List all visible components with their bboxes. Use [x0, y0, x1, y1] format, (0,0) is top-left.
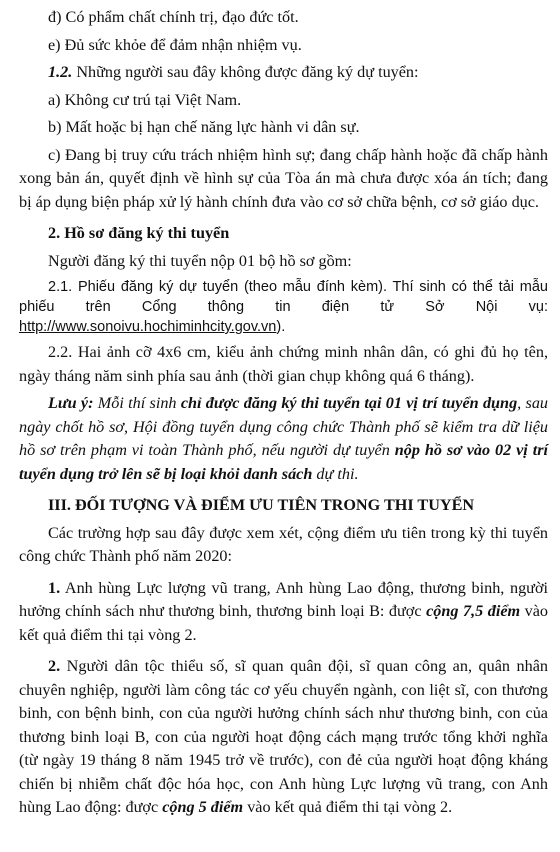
section-2-heading: 2. Hồ sơ đăng ký thi tuyển	[48, 224, 230, 242]
priority-item-2-tail: vào kết quả điểm thi tại vòng 2.	[243, 798, 453, 816]
sonoivu-link[interactable]: http://www.sonoivu.hochiminhcity.gov.vn	[19, 319, 277, 335]
priority-item-2-text: Người dân tộc thiểu số, sĩ quan quân đội, sĩ quan công an, quân nhân chuyên nghiệp, người làm công tác cơ yếu chuyển ngành, con liệt sĩ, con thương binh, con bệnh binh, con của người hưởng chính sách như thương binh, con của thương binh loại B, con của người hoạt động cách mạng trước tổng khởi nghĩa (từ ngày 19 tháng 8 năm 1945 trở về trước), con đẻ của người hoạt động kháng chiến bị nhiễm chất độc hóa học, con Anh hùng Lực lượng vũ trang, con Anh hùng Lao động: được	[19, 657, 548, 816]
section-1-2-text: Những người sau đây không được đăng ký dự tuyển:	[72, 63, 419, 81]
note-paragraph	[19, 392, 548, 486]
note-part-2: , sau ngày chốt hồ sơ, Hội đồng tuyển dụng công chức Thành phố sẽ kiểm tra dữ liệu hồ sơ trên phạm vi toàn Thành phố, nếu người dự tuyển	[19, 394, 549, 459]
section-2-1	[19, 277, 548, 337]
priority-item-2	[19, 655, 548, 820]
note-part-1: Mỗi thí sinh	[93, 394, 181, 412]
exclusion-item-b: b) Mất hoặc bị hạn chế năng lực hành vi dân sự.	[48, 118, 360, 136]
exclusion-item-c: c) Đang bị truy cứu trách nhiệm hình sự; đang chấp hành hoặc đã chấp hành xong bản án, quyết định về hình sự của Tòa án mà chưa được xóa án tích; đang bị áp dụng biện pháp xử lý hành chính đưa vào cơ sở chữa bệnh, cơ sở giáo dục.	[19, 145, 548, 211]
priority-item-1-text: Anh hùng Lực lượng vũ trang, Anh hùng Lao động, thương binh, người hưởng chính sách như thương binh, thương binh loại B: được	[19, 578, 548, 620]
section-2-1-text: 2.1. Phiếu đăng ký dự tuyển (theo mẫu đính kèm). Thí sinh có thể tải mẫu phiếu trên Cổng thông tin điện tử Sở Nội vụ:	[19, 279, 548, 315]
priority-item-1-tail: vào kết quả điểm thi tại vòng 2.	[19, 602, 549, 644]
priority-item-2-number: 2.	[48, 657, 61, 675]
section-3-intro: Các trường hợp sau đây được xem xét, cộng điểm ưu tiên trong kỳ thi tuyển công chức Thành phố năm 2020:	[19, 523, 548, 565]
section-3-heading: III. ĐỐI TƯỢNG VÀ ĐIỂM ƯU TIÊN TRONG THI TUYỂN	[48, 496, 475, 514]
section-2-2: 2.2. Hai ảnh cỡ 4x6 cm, kiểu ảnh chứng minh nhân dân, có ghi đủ họ tên, ngày tháng năm sinh phía sau ảnh (thời gian chụp không quá 6 tháng).	[19, 343, 548, 385]
priority-item-2-points: cộng 5 điểm	[162, 798, 244, 816]
section-1-2-number: 1.2.	[48, 63, 73, 81]
criteria-item-e: e) Đủ sức khỏe để đảm nhận nhiệm vụ.	[48, 35, 302, 54]
priority-item-1-points: cộng 7,5 điểm	[426, 602, 521, 620]
note-bold-2: nộp hồ sơ vào 02 vị trí tuyển dụng trở lên sẽ bị loại khỏi danh sách	[19, 441, 549, 483]
exclusion-item-a: a) Không cư trú tại Việt Nam.	[48, 90, 242, 109]
section-2-1-tail: ).	[276, 319, 286, 335]
priority-item-1-number: 1.	[48, 578, 61, 597]
note-part-3: dự thi.	[312, 464, 359, 483]
section-2-intro: Người đăng ký thi tuyển nộp 01 bộ hồ sơ gồm:	[48, 251, 352, 270]
priority-item-1	[19, 577, 548, 648]
note-bold-1: chỉ được đăng ký thi tuyển tại 01 vị trí tuyển dụng	[180, 394, 518, 412]
criteria-item-d: đ) Có phẩm chất chính trị, đạo đức tốt.	[48, 8, 299, 26]
section-1-2	[19, 61, 548, 85]
note-label: Lưu ý:	[48, 394, 94, 412]
